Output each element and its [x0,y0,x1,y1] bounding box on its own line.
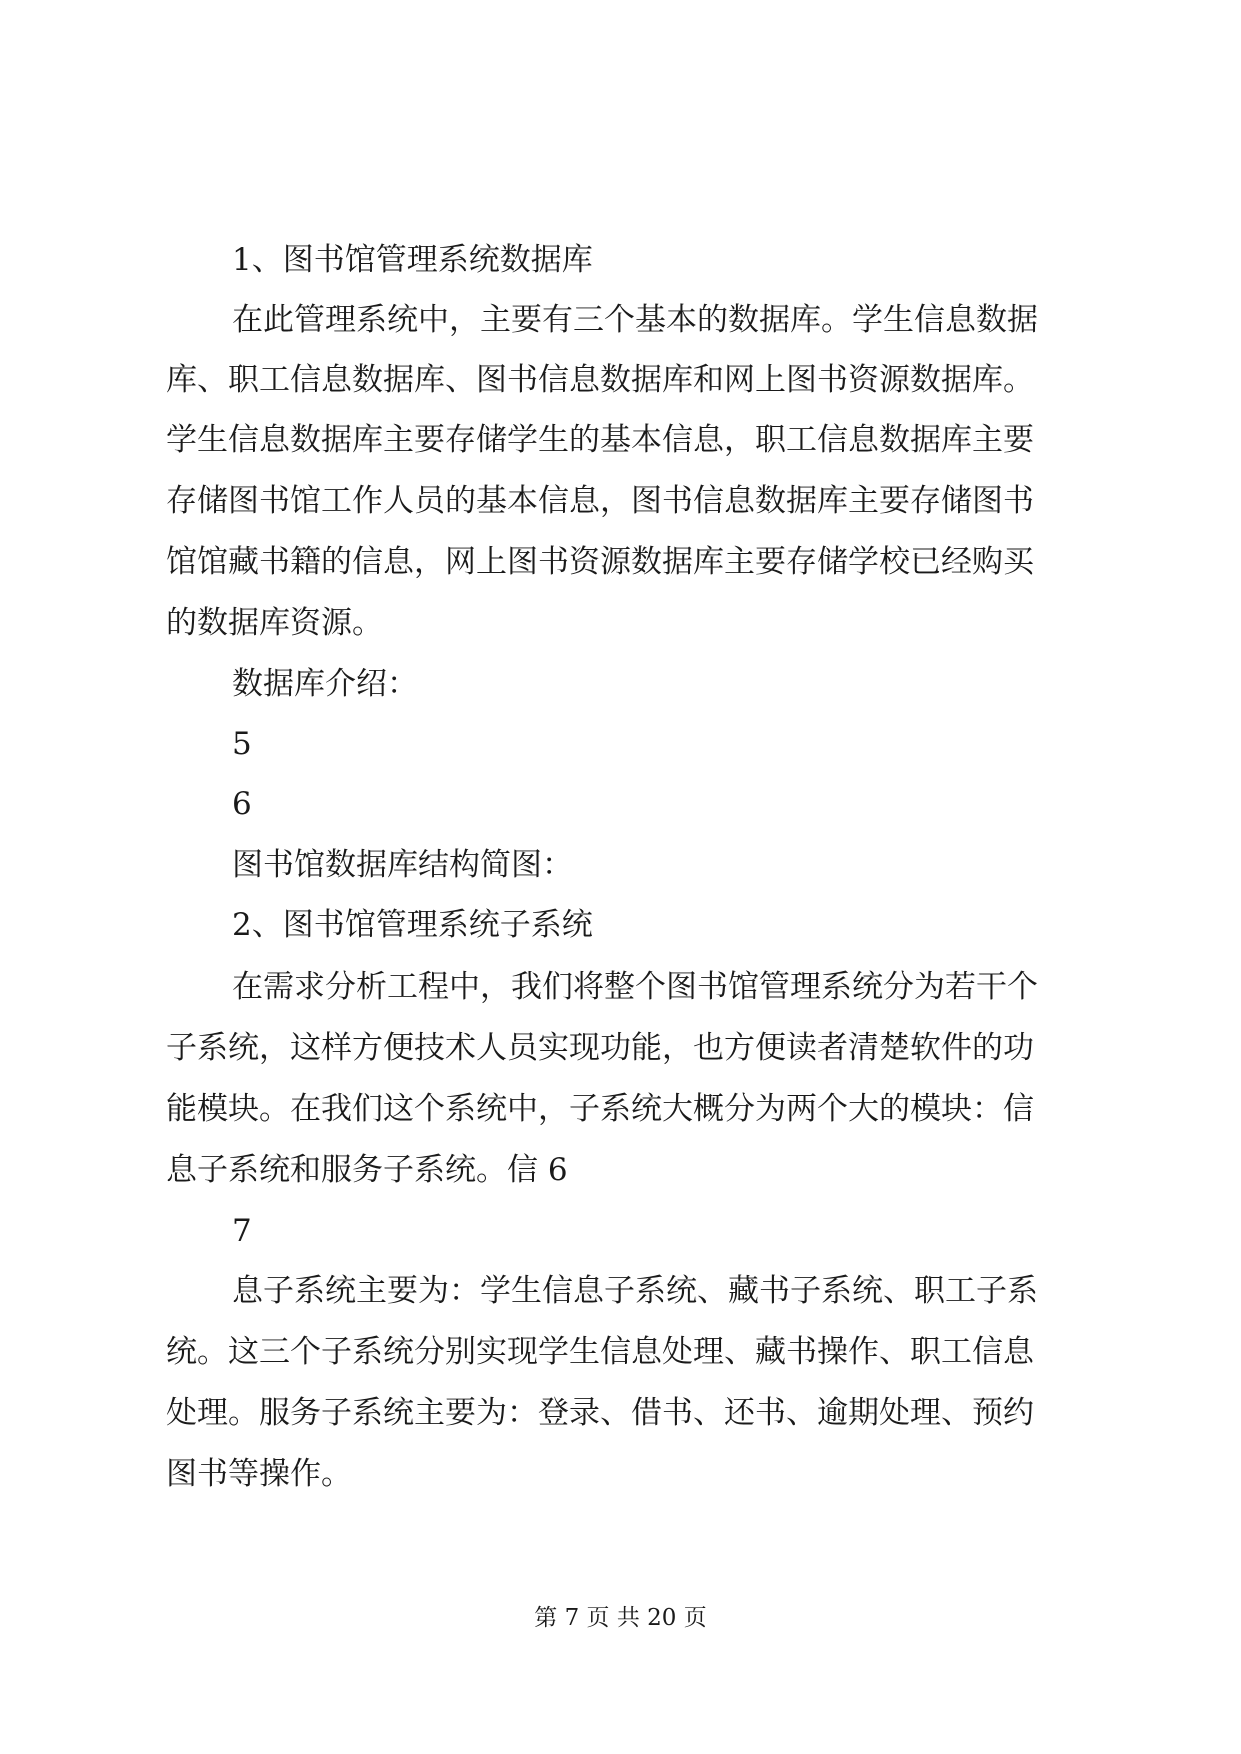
paragraph-line: 馆馆藏书籍的信息，网上图书资源数据库主要存储学校已经购买 [166,544,1034,580]
paragraph-line: 息子系统和服务子系统。信 6 [166,1152,568,1188]
label-line: 图书馆数据库结构简图： [232,847,573,883]
paragraph-line: 存储图书馆工作人员的基本信息，图书信息数据库主要存储图书 [166,483,1034,519]
label-line: 数据库介绍： [232,666,418,702]
section-heading-1: 1、图书馆管理系统数据库 [232,242,593,278]
paragraph-line: 图书等操作。 [166,1456,352,1492]
paragraph-line: 统。这三个子系统分别实现学生信息处理、藏书操作、职工信息 [166,1334,1034,1370]
page-footer: 第 7 页 共 20 页 [534,1605,707,1631]
page-number-marker: 5 [232,726,252,762]
page-number-marker: 6 [232,786,252,822]
paragraph-line: 库、职工信息数据库、图书信息数据库和网上图书资源数据库。 [166,362,1034,398]
paragraph-line: 能模块。在我们这个系统中，子系统大概分为两个大的模块：信 [166,1091,1034,1127]
page-number-marker: 7 [232,1213,252,1249]
paragraph-line: 的数据库资源。 [166,605,383,641]
paragraph-line: 在此管理系统中，主要有三个基本的数据库。学生信息数据 [232,302,1038,338]
paragraph-line: 息子系统主要为：学生信息子系统、藏书子系统、职工子系 [232,1273,1038,1309]
paragraph-line: 在需求分析工程中，我们将整个图书馆管理系统分为若干个 [232,969,1038,1005]
paragraph-line: 学生信息数据库主要存储学生的基本信息，职工信息数据库主要 [166,422,1034,458]
section-heading-2: 2、图书馆管理系统子系统 [232,907,593,943]
paragraph-line: 子系统，这样方便技术人员实现功能，也方便读者清楚软件的功 [166,1030,1034,1066]
paragraph-line: 处理。服务子系统主要为：登录、借书、还书、逾期处理、预约 [166,1395,1034,1431]
